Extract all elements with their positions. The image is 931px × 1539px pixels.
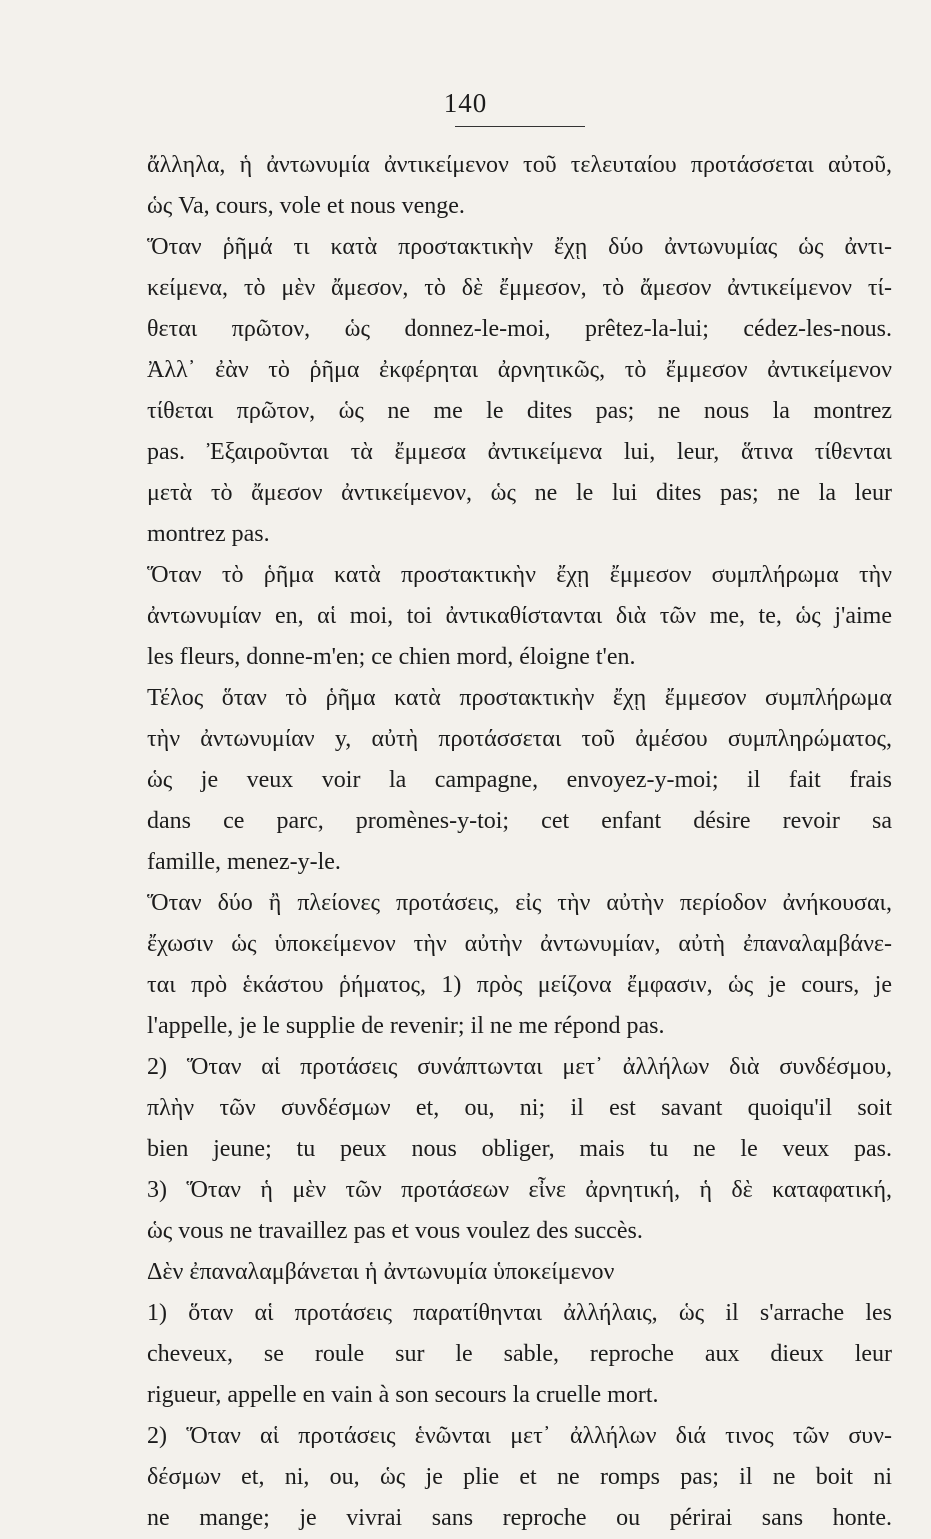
text-line: θεται πρῶτον, ὡς donnez-le-moi, prêtez-la-lui; cédez-les-nous. [147,316,892,342]
header-rule [455,126,585,127]
text-line: ὡς vous ne travaillez pas et vous voulez des succès. [147,1218,643,1244]
text-line: rigueur, appelle en vain à son secours la cruelle mort. [147,1382,659,1408]
text-line: κείμενα, τὸ μὲν ἄμεσον, τὸ δὲ ἔμμεσον, τὸ ἄμεσον ἀντικείμενον τί- [147,275,892,301]
body-text [147,145,892,1539]
text-line: ὡς je veux voir la campagne, envoyez-y-moi; il fait frais [147,767,892,793]
text-line: pas. Ἐξαιροῦνται τὰ ἔμμεσα ἀντικείμενα lui, leur, ἅτινα τίθενται [147,439,892,465]
text-line: Ἀλλ᾽ ἐὰν τὸ ῥῆμα ἐκφέρηται ἀρνητικῶς, τὸ ἔμμεσον ἀντικείμενον [147,357,892,383]
text-line: Ὅταν δύο ἢ πλείονες προτάσεις, εἰς τὴν αὐτὴν περίοδον ἀνήκουσαι, [147,890,892,916]
text-line: Τέλος ὅταν τὸ ῥῆμα κατὰ προστακτικὴν ἔχῃ ἔμμεσον συμπλήρωμα [147,685,892,711]
text-line: ται πρὸ ἑκάστου ῥήματος, 1) πρὸς μείζονα ἔμφασιν, ὡς je cours, je [147,972,892,998]
text-line: 2) Ὅταν αἱ προτάσεις συνάπτωνται μετ᾽ ἀλλήλων διὰ συνδέσμου, [147,1054,892,1080]
text-line: Ὅταν τὸ ῥῆμα κατὰ προστακτικὴν ἔχῃ ἔμμεσον συμπλήρωμα τὴν [147,562,892,588]
text-line: Δὲν ἐπαναλαμβάνεται ἡ ἀντωνυμία ὑποκείμενον [147,1259,615,1285]
text-line: μετὰ τὸ ἄμεσον ἀντικείμενον, ὡς ne le lui dites pas; ne la leur [147,480,892,506]
text-line: ὡς Va, cours, vole et nous venge. [147,193,465,219]
text-line: l'appelle, je le supplie de revenir; il ne me répond pas. [147,1013,665,1039]
text-line: 1) ὅταν αἱ προτάσεις παρατίθηνται ἀλλήλαις, ὡς il s'arrache les [147,1300,892,1326]
text-line: Ὅταν ῥῆμά τι κατὰ προστακτικὴν ἔχῃ δύο ἀντωνυμίας ὡς ἀντι- [147,234,892,260]
text-line: τὴν ἀντωνυμίαν y, αὐτὴ προτάσσεται τοῦ ἀμέσου συμπληρώματος, [147,726,892,752]
text-line: πλὴν τῶν συνδέσμων et, ou, ni; il est savant quoiqu'il soit [147,1095,892,1121]
text-line: cheveux, se roule sur le sable, reproche aux dieux leur [147,1341,892,1367]
text-line: τίθεται πρῶτον, ὡς ne me le dites pas; ne nous la montrez [147,398,892,424]
page-number: 140 [443,88,488,118]
text-line: 3) Ὅταν ἡ μὲν τῶν προτάσεων εἶνε ἀρνητική, ἡ δὲ καταφατική, [147,1177,892,1203]
text-line: 2) Ὅταν αἱ προτάσεις ἑνῶνται μετ᾽ ἀλλήλων διά τινος τῶν συν- [147,1423,892,1449]
text-line: bien jeune; tu peux nous obliger, mais tu ne le veux pas. [147,1136,892,1162]
text-line: δέσμων et, ni, ou, ὡς je plie et ne romps pas; il ne boit ni [147,1464,892,1490]
text-line: ἔχωσιν ὡς ὑποκείμενον τὴν αὐτὴν ἀντωνυμίαν, αὐτὴ ἐπαναλαμβάνε- [147,931,892,957]
text-line: famille, menez-y-le. [147,849,341,875]
text-line: les fleurs, donne-m'en; ce chien mord, éloigne t'en. [147,644,636,670]
text-line: montrez pas. [147,521,270,547]
text-line: ne mange; je vivrai sans reproche ou périrai sans honte. [147,1505,892,1531]
text-line: ἀντωνυμίαν en, αἱ moi, toi ἀντικαθίστανται διὰ τῶν me, te, ὡς j'aime [147,603,892,629]
text-line: ἄλληλα, ἡ ἀντωνυμία ἀντικείμενον τοῦ τελευταίου προτάσσεται αὐτοῦ, [147,152,892,178]
text-line: dans ce parc, promènes-y-toi; cet enfant désire revoir sa [147,808,892,834]
